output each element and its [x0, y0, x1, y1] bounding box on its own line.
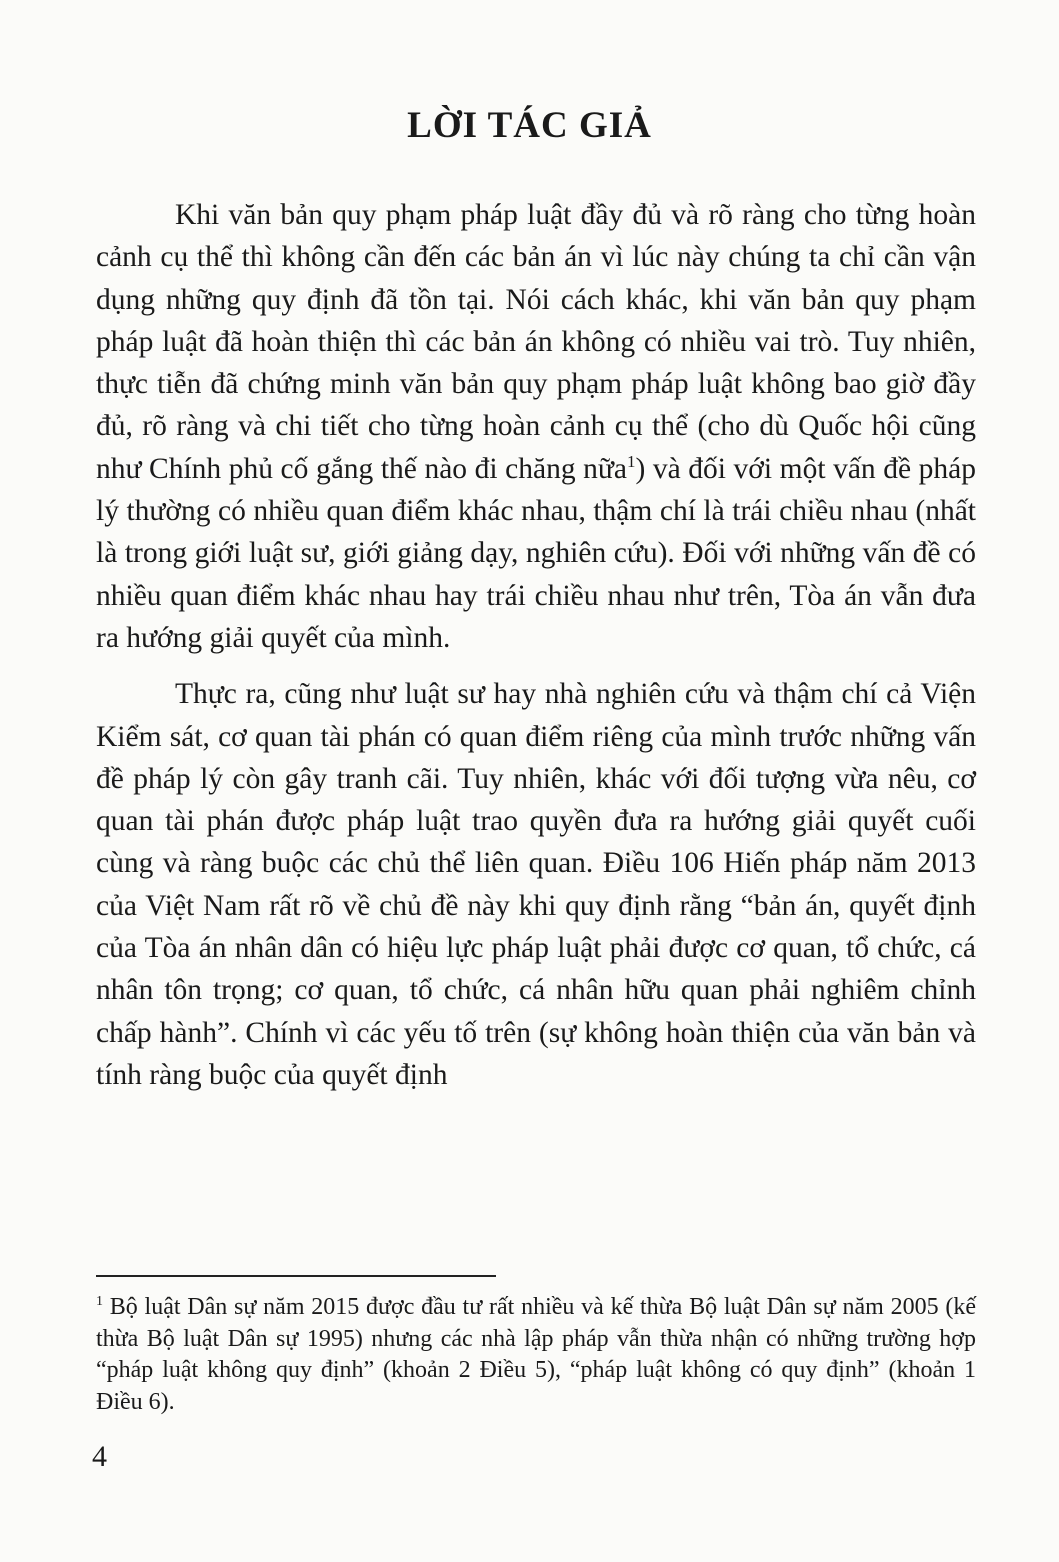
paragraph-2: Thực ra, cũng như luật sư hay nhà nghiên cứu và thậm chí cả Viện Kiểm sát, cơ quan tài phán có quan điểm riêng của mình trước những vấn đề pháp lý còn gây tranh cãi. Tuy nhiên, khác với đối tượng vừa nêu, cơ quan tài phán được pháp luật trao quyền đưa ra hướng giải quyết cuối cùng và ràng buộc các chủ thể liên quan. Điều 106 Hiến pháp năm 2013 của Việt Nam rất rõ về chủ đề này khi quy định rằng “bản án, quyết định của Tòa án nhân dân có hiệu lực pháp luật phải được cơ quan, tổ chức, cá nhân tôn trọng; cơ quan, tổ chức, cá nhân hữu quan phải nghiêm chỉnh chấp hành”. Chính vì các yếu tố trên (sự không hoàn thiện của văn bản và tính ràng buộc của quyết định: [96, 678, 976, 1091]
footnote-marker: 1: [96, 1294, 103, 1309]
footnote: [96, 1292, 976, 1418]
paragraph-1-text-a: Khi văn bản quy phạm pháp luật đầy đủ và rõ ràng cho từng hoàn cảnh cụ thể thì không cần đến các bản án vì lúc này chúng ta chỉ cần vận dụng những quy định đã tồn tại. Nói cách khác, khi văn bản quy phạm pháp luật đã hoàn thiện thì các bản án không có nhiều vai trò. Tuy nhiên, thực tiễn đã chứng minh văn bản quy phạm pháp luật không bao giờ đầy đủ, rõ ràng và chi tiết cho từng hoàn cảnh cụ thể (cho dù Quốc hội cũng như Chính phủ cố gắng thế nào đi chăng nữa: [96, 199, 976, 485]
paragraph-1: [96, 194, 976, 659]
page-number: 4: [92, 1440, 107, 1473]
footnote-divider: [96, 1275, 496, 1277]
footnote-reference: 1: [626, 451, 636, 471]
paragraph-1-text-b: ) và đối với một vấn đề pháp lý thường có nhiều quan điểm khác nhau, thậm chí là trái chiều nhau (nhất là trong giới luật sư, giới giảng dạy, nghiên cứu). Đối với những vấn đề có nhiều quan điểm khác nhau hay trái chiều nhau như trên, Tòa án vẫn đưa ra hướng giải quyết của mình.: [96, 452, 976, 654]
body-text: [96, 194, 976, 1110]
chapter-title: LỜI TÁC GIẢ: [407, 105, 652, 146]
footnote-text: Bộ luật Dân sự năm 2015 được đầu tư rất nhiều và kế thừa Bộ luật Dân sự năm 2005 (kế thừa Bộ luật Dân sự 1995) nhưng các nhà lập pháp vẫn thừa nhận có những trường hợp “pháp luật không quy định” (khoản 2 Điều 5), “pháp luật không có quy định” (khoản 1 Điều 6).: [96, 1294, 976, 1415]
